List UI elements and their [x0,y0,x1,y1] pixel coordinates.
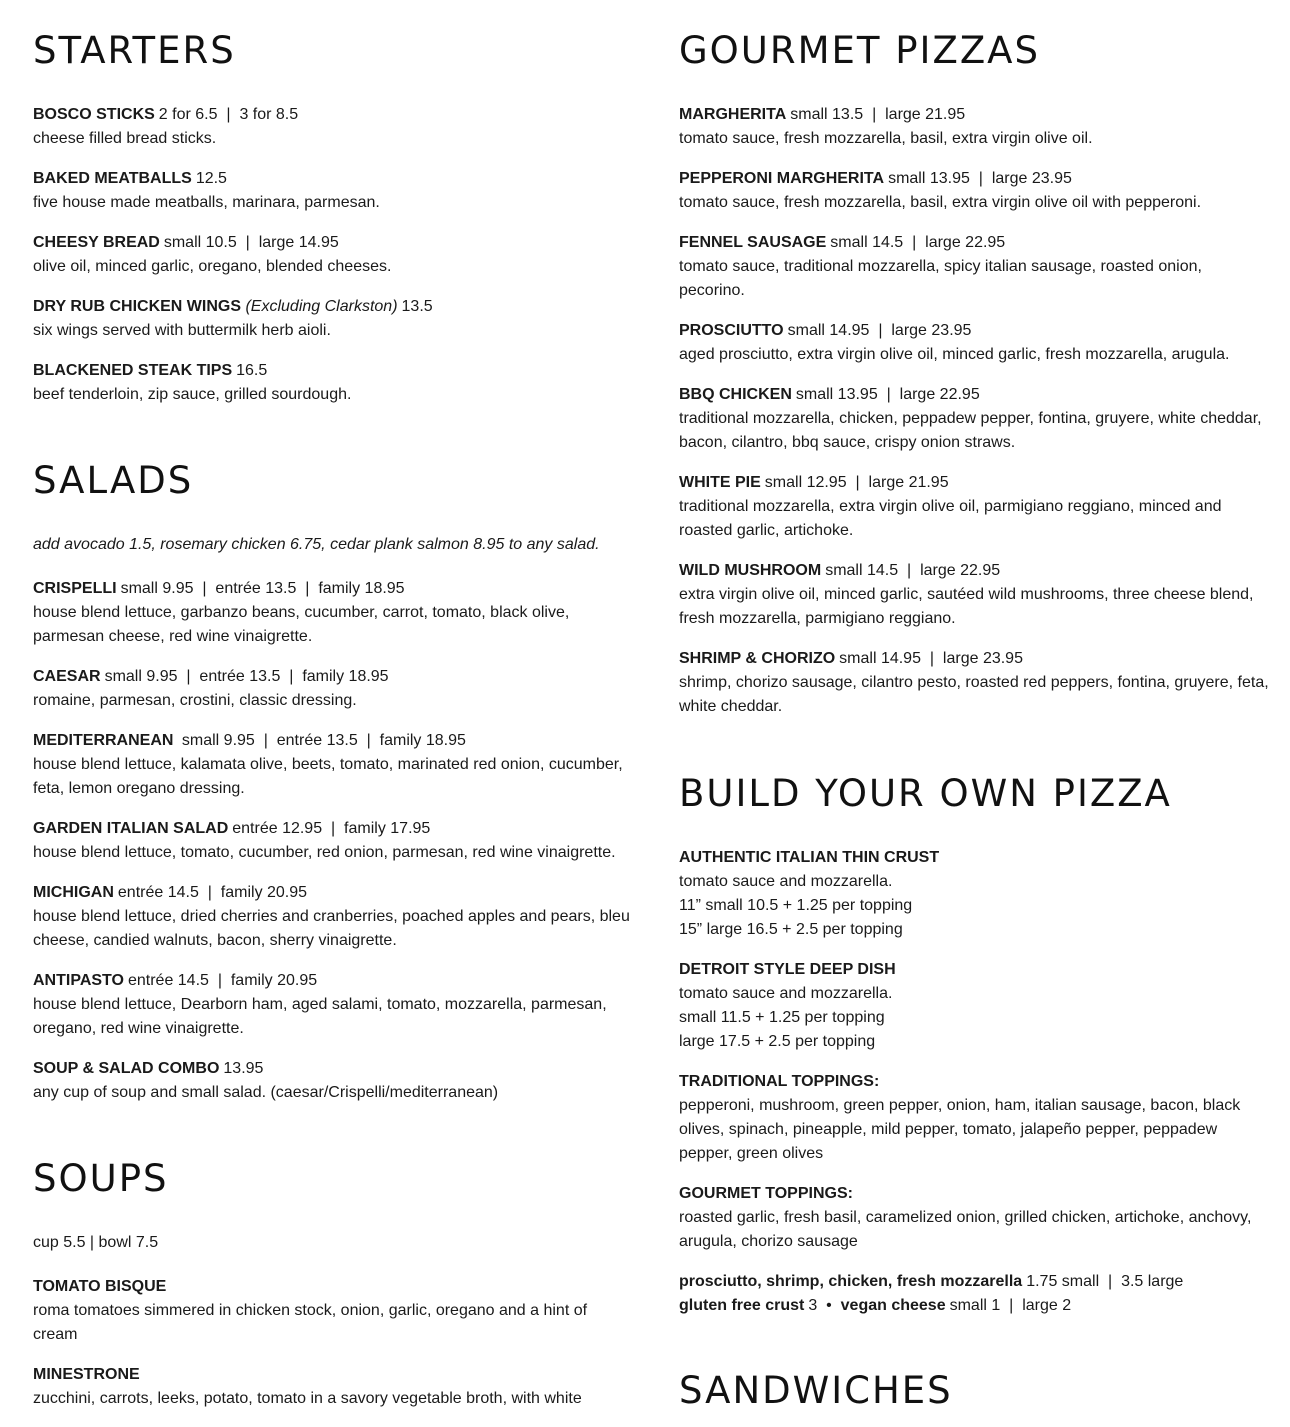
item-desc: traditional mozzarella, chicken, peppadew pepper, fontina, gruyere, white cheddar, bacon, cilantro, bbq sauce, crispy onion straws. [679,410,1262,451]
item-name: WHITE PIE [679,474,761,491]
premium-toppings-line [679,1270,1269,1294]
item-price: 13.95 [223,1060,264,1077]
item-desc: tomato sauce, traditional mozzarella, spicy italian sausage, roasted onion, pecorino. [679,258,1202,299]
item-name: ANTIPASTO [33,972,124,989]
item-name: GARDEN ITALIAN SALAD [33,820,229,837]
item-desc: romaine, parmesan, crostini, classic dressing. [33,692,357,709]
salads-section [33,459,633,1121]
item-price: 13.5 [401,298,433,315]
starters-section [33,29,633,423]
item-desc: shrimp, chorizo sausage, cilantro pesto, roasted red peppers, fontina, gruyere, feta, white cheddar. [679,674,1269,715]
item-name: MICHIGAN [33,884,114,901]
item-desc: roasted garlic, fresh basil, caramelized onion, grilled chicken, artichoke, anchovy, arugula, chorizo sausage [679,1209,1252,1250]
item-name: GOURMET TOPPINGS: [679,1185,853,1202]
salads-addon-note: add avocado 1.5, rosemary chicken 6.75, cedar plank salmon 8.95 to any salad. [33,536,600,553]
item-price: 2 for 6.5 | 3 for 8.5 [158,106,299,123]
item-line: 15” large 16.5 + 2.5 per topping [679,921,903,938]
item-desc: beef tenderloin, zip sauce, grilled sourdough. [33,386,352,403]
item-line: small 11.5 + 1.25 per topping [679,1009,885,1026]
item-name: MEDITERRANEAN [33,732,174,749]
item-price: small 1 | large 2 [949,1297,1072,1314]
premium-extras [679,1270,1269,1318]
traditional-toppings [679,1070,1269,1166]
section-title-soups: SOUPS [33,1157,169,1200]
item-desc: zucchini, carrots, leeks, potato, tomato in a savory vegetable broth, with white [33,1390,582,1407]
soups-section [33,1157,633,1427]
item-name: SOUP & SALAD COMBO [33,1060,220,1077]
menu-item [33,577,633,649]
sandwiches-section [679,1369,1269,1412]
item-name: gluten free crust [679,1297,805,1314]
menu-item [679,103,1269,151]
section-title-salads: SALADS [33,459,194,502]
menu-item [679,647,1269,719]
item-desc: traditional mozzarella, extra virgin olive oil, parmigiano reggiano, minced and roasted garlic, artichoke. [679,498,1222,539]
item-desc: tomato sauce, fresh mozzarella, basil, extra virgin olive oil with pepperoni. [679,194,1202,211]
item-price: small 13.5 | large 21.95 [790,106,966,123]
item-name: FENNEL SAUSAGE [679,234,827,251]
item-name: BAKED MEATBALLS [33,170,192,187]
item-price: entrée 14.5 | family 20.95 [117,884,308,901]
item-price: small 9.95 | entrée 13.5 | family 18.95 [120,580,405,597]
item-price: entrée 12.95 | family 17.95 [232,820,431,837]
item-name: DETROIT STYLE DEEP DISH [679,961,896,978]
item-price: small 13.95 | large 22.95 [795,386,980,403]
item-price: 16.5 [236,362,268,379]
item-desc: house blend lettuce, kalamata olive, beets, tomato, marinated red onion, cucumber, feta, lemon oregano dressing. [33,756,623,797]
item-desc: house blend lettuce, Dearborn ham, aged salami, tomato, mozzarella, parmesan, oregano, red wine vinaigrette. [33,996,607,1037]
item-name: DRY RUB CHICKEN WINGS [33,298,242,315]
menu-item [33,1363,633,1411]
item-price: entrée 14.5 | family 20.95 [127,972,318,989]
item-name: AUTHENTIC ITALIAN THIN CRUST [679,849,940,866]
item-name: prosciutto, shrimp, chicken, fresh mozzarella [679,1273,1023,1290]
menu-item [33,817,633,865]
menu-item [33,881,633,953]
item-desc: five house made meatballs, marinara, parmesan. [33,194,380,211]
item-name: SHRIMP & CHORIZO [679,650,836,667]
item-name: CHEESY BREAD [33,234,160,251]
item-desc: any cup of soup and small salad. (caesar/Crispelli/mediterranean) [33,1084,499,1101]
menu-item [33,231,633,279]
menu-item [33,969,633,1041]
item-price: small 10.5 | large 14.95 [163,234,339,251]
section-title-sandwiches: SANDWICHES [679,1369,953,1412]
item-price: small 14.5 | large 22.95 [825,562,1001,579]
item-note: (Excluding Clarkston) [245,298,398,315]
item-price: 12.5 [195,170,227,187]
section-title-starters: STARTERS [33,29,236,72]
section-title-build-your-own: BUILD YOUR OWN PIZZA [679,772,1172,815]
item-name: PEPPERONI MARGHERITA [679,170,885,187]
menu-item [33,665,633,713]
menu-item [33,359,633,407]
item-line: large 17.5 + 2.5 per topping [679,1033,876,1050]
item-name: WILD MUSHROOM [679,562,822,579]
item-line: 11” small 10.5 + 1.25 per topping [679,897,913,914]
menu-item [33,103,633,151]
item-name: CRISPELLI [33,580,117,597]
item-price: small 12.95 | large 21.95 [764,474,949,491]
menu-item [679,167,1269,215]
soups-price-note: cup 5.5 | bowl 7.5 [33,1234,159,1251]
item-price: 1.75 small | 3.5 large [1026,1273,1184,1290]
menu-item [679,319,1269,367]
item-desc: house blend lettuce, tomato, cucumber, red onion, parmesan, red wine vinaigrette. [33,844,616,861]
gourmet-toppings [679,1182,1269,1254]
item-desc: cheese filled bread sticks. [33,130,217,147]
item-price: small 14.95 | large 23.95 [787,322,972,339]
item-name: BOSCO STICKS [33,106,155,123]
build-your-own-section [679,772,1269,1318]
crust-cheese-line [679,1294,1269,1318]
item-price: small 9.95 | entrée 13.5 | family 18.95 [177,732,466,749]
menu-item [33,167,633,215]
menu-item [33,295,633,343]
item-desc: extra virgin olive oil, minced garlic, sautéed wild mushrooms, three cheese blend, fresh mozzarella, parmigiano reggiano. [679,586,1254,627]
item-name: CAESAR [33,668,101,685]
item-desc: house blend lettuce, dried cherries and cranberries, poached apples and pears, bleu cheese, candied walnuts, bacon, sherry vinaigrette. [33,908,630,949]
item-price: small 14.95 | large 23.95 [839,650,1023,667]
section-title-gourmet-pizzas: GOURMET PIZZAS [679,29,1040,72]
menu-item [33,1275,633,1347]
item-desc: roma tomatoes simmered in chicken stock, onion, garlic, oregano and a hint of cream [33,1302,588,1343]
item-desc: tomato sauce, fresh mozzarella, basil, extra virgin olive oil. [679,130,1093,147]
menu-item [679,231,1269,303]
thin-crust-option [679,846,1269,942]
item-price: small 13.95 | large 23.95 [888,170,1072,187]
menu-item [33,1057,633,1105]
item-name: vegan cheese [840,1297,946,1314]
item-desc: aged prosciutto, extra virgin olive oil, minced garlic, fresh mozzarella, arugula. [679,346,1230,363]
item-name: MINESTRONE [33,1366,140,1383]
item-name: MARGHERITA [679,106,787,123]
item-name: TRADITIONAL TOPPINGS: [679,1073,880,1090]
item-desc: house blend lettuce, garbanzo beans, cucumber, carrot, tomato, black olive, parmesan cheese, red wine vinaigrette. [33,604,570,645]
menu-item [679,559,1269,631]
item-desc: pepperoni, mushroom, green pepper, onion, ham, italian sausage, bacon, black olives, spinach, pineapple, mild pepper, tomato, jalapeño pepper, peppadew pepper, green olives [679,1097,1241,1162]
item-line: tomato sauce and mozzarella. [679,873,893,890]
deep-dish-option [679,958,1269,1054]
item-desc: olive oil, minced garlic, oregano, blended cheeses. [33,258,392,275]
item-line: tomato sauce and mozzarella. [679,985,893,1002]
item-name: BLACKENED STEAK TIPS [33,362,233,379]
item-name: TOMATO BISQUE [33,1278,167,1295]
item-price: small 9.95 | entrée 13.5 | family 18.95 [104,668,389,685]
item-desc: six wings served with buttermilk herb aioli. [33,322,331,339]
item-price: small 14.5 | large 22.95 [830,234,1006,251]
menu-item [679,471,1269,543]
item-name: PROSCIUTTO [679,322,784,339]
item-name: BBQ CHICKEN [679,386,792,403]
menu-item [679,383,1269,455]
gourmet-pizzas-section [679,29,1269,735]
item-price: 3 • [808,1297,841,1314]
menu-item [33,729,633,801]
